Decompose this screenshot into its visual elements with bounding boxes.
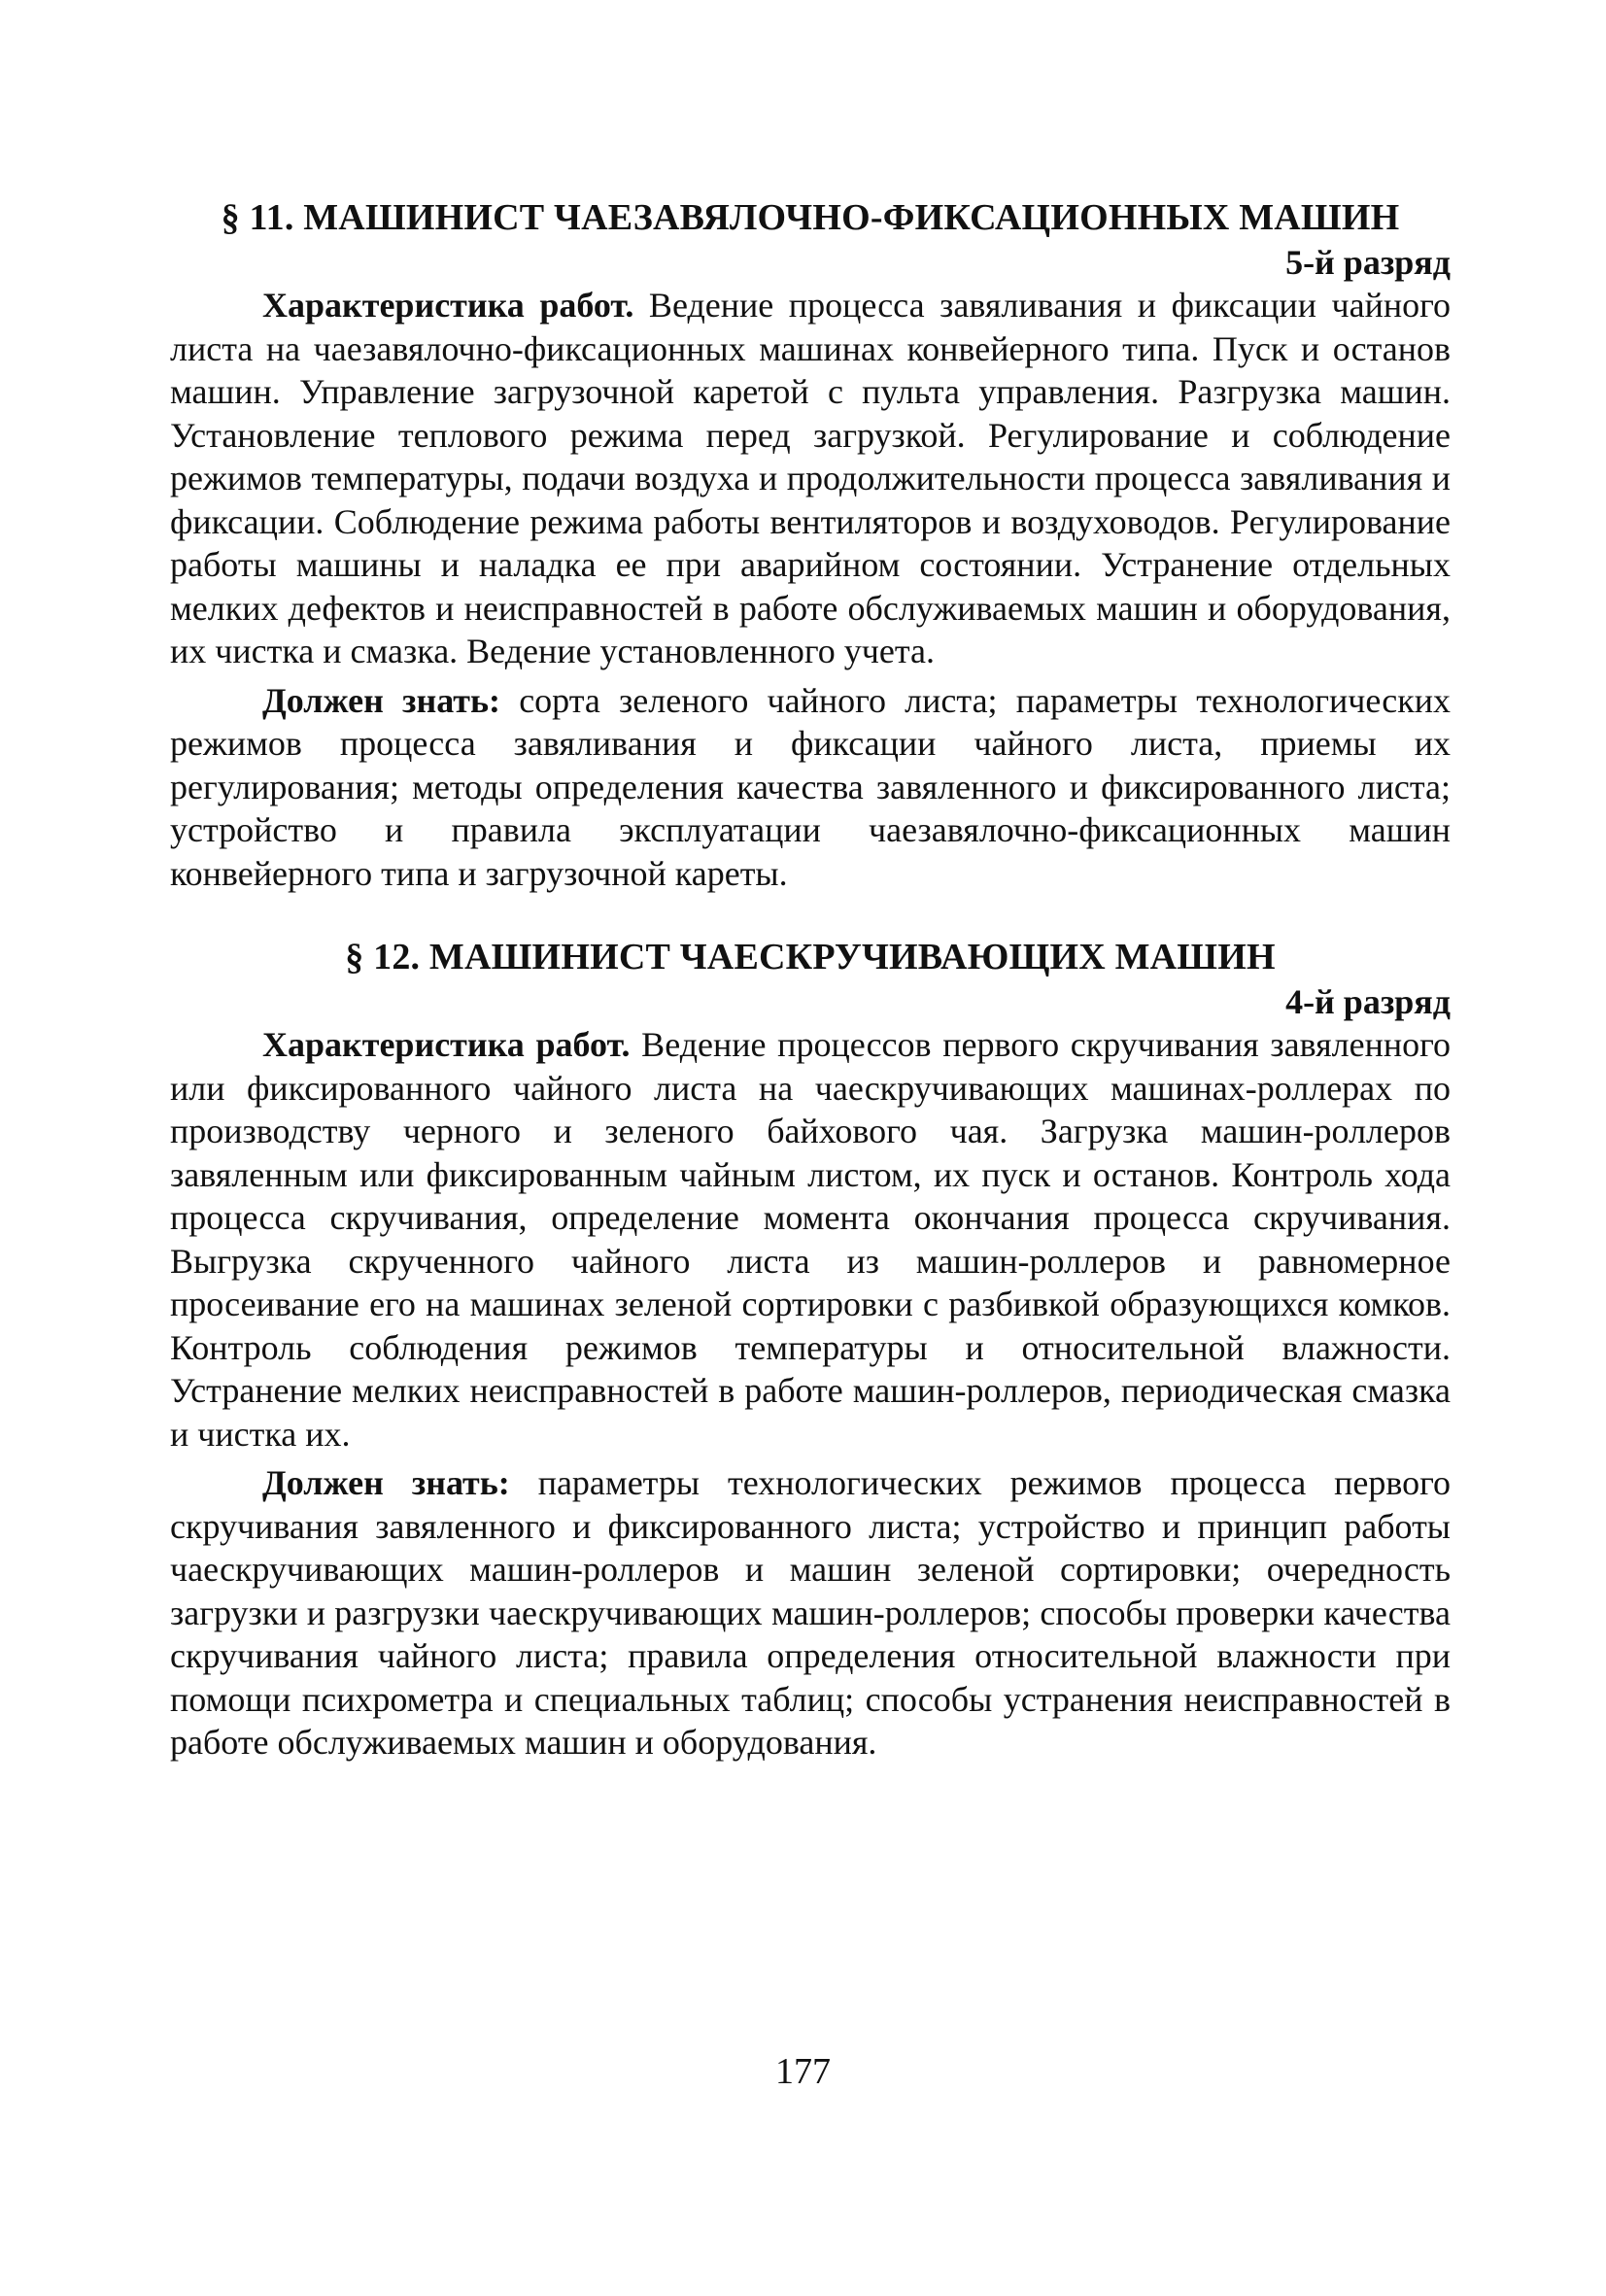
grade-label: 4-й разряд: [1285, 982, 1451, 1021]
characteristic-paragraph: [170, 284, 1451, 673]
knowledge-paragraph: [170, 679, 1451, 896]
knowledge-text: сорта зеленого чайного листа; параметры технологических режимов процесса завяливания и фиксации чайного листа, приемы их регулирования; методы определения качества завяленного и фиксированного листа; устройство и правила эксплуатации чаезавялочно-фиксационных машин конвейерного типа и загрузочной кареты.: [170, 680, 1451, 893]
characteristic-paragraph: [170, 1023, 1451, 1456]
section-12: [170, 934, 1451, 1765]
characteristic-label: Характеристика работ.: [262, 1025, 631, 1064]
grade-label: 5-й разряд: [1285, 243, 1451, 282]
section-11: [170, 194, 1451, 895]
characteristic-text: Ведение процессов первого скручивания завяленного или фиксированного чайного листа на чаескручивающих машинах-роллерах по производству черного и зеленого байхового чая. Загрузка машин-роллеров завяленным или фиксированным чайным листом, их пуск и останов. Контроль хода процесса скручивания, определение момента окончания процесса скручивания. Выгрузка скрученного чайного листа из машин-роллеров и равномерное просеивание его на машинах зеленой сортировки с разбивкой образующихся комков. Контроль соблюдения режимов температуры и относительной влажности. Устранение мелких неисправностей в работе машин-роллеров, периодическая смазка и чистка их.: [170, 1025, 1451, 1454]
knowledge-label: Должен знать:: [262, 680, 501, 720]
characteristic-text: Ведение процесса завяливания и фиксации чайного листа на чаезавялочно-фиксационных машинах конвейерного типа. Пуск и останов машин. Управление загрузочной каретой с пульта управления. Разгрузка машин. Установление теплового режима перед загрузкой. Регулирование и соблюдение режимов температуры, подачи воздуха и продолжительности процесса завяливания и фиксации. Соблюдение режима работы вентиляторов и воздуховодов. Регулирование работы машины и наладка ее при аварийном состоянии. Устранение отдельных мелких дефектов и неисправностей в работе обслуживаемых машин и оборудования, их чистка и смазка. Ведение установленного учета.: [170, 286, 1451, 670]
knowledge-label: Должен знать:: [262, 1463, 510, 1502]
section-heading: § 12. МАШИНИСТ ЧАЕСКРУЧИВАЮЩИХ МАШИН: [345, 937, 1276, 977]
knowledge-paragraph: [170, 1461, 1451, 1765]
page-number: 177: [775, 2051, 831, 2092]
section-heading: § 11. МАШИНИСТ ЧАЕЗАВЯЛОЧНО-ФИКСАЦИОННЫХ МАШИН: [221, 197, 1400, 238]
characteristic-label: Характеристика работ.: [262, 286, 634, 325]
document-page: [170, 194, 1451, 1765]
knowledge-text: параметры технологических режимов процесса первого скручивания завяленного и фиксированного листа; устройство и принцип работы чаескручивающих машин-роллеров и машин зеленой сортировки; очередность загрузки и разгрузки чаескручивающих машин-роллеров; способы проверки качества скручивания чайного листа; правила определения относительной влажности при помощи психрометра и специальных таблиц; способы устранения неисправностей в работе обслуживаемых машин и оборудования.: [170, 1463, 1452, 1762]
